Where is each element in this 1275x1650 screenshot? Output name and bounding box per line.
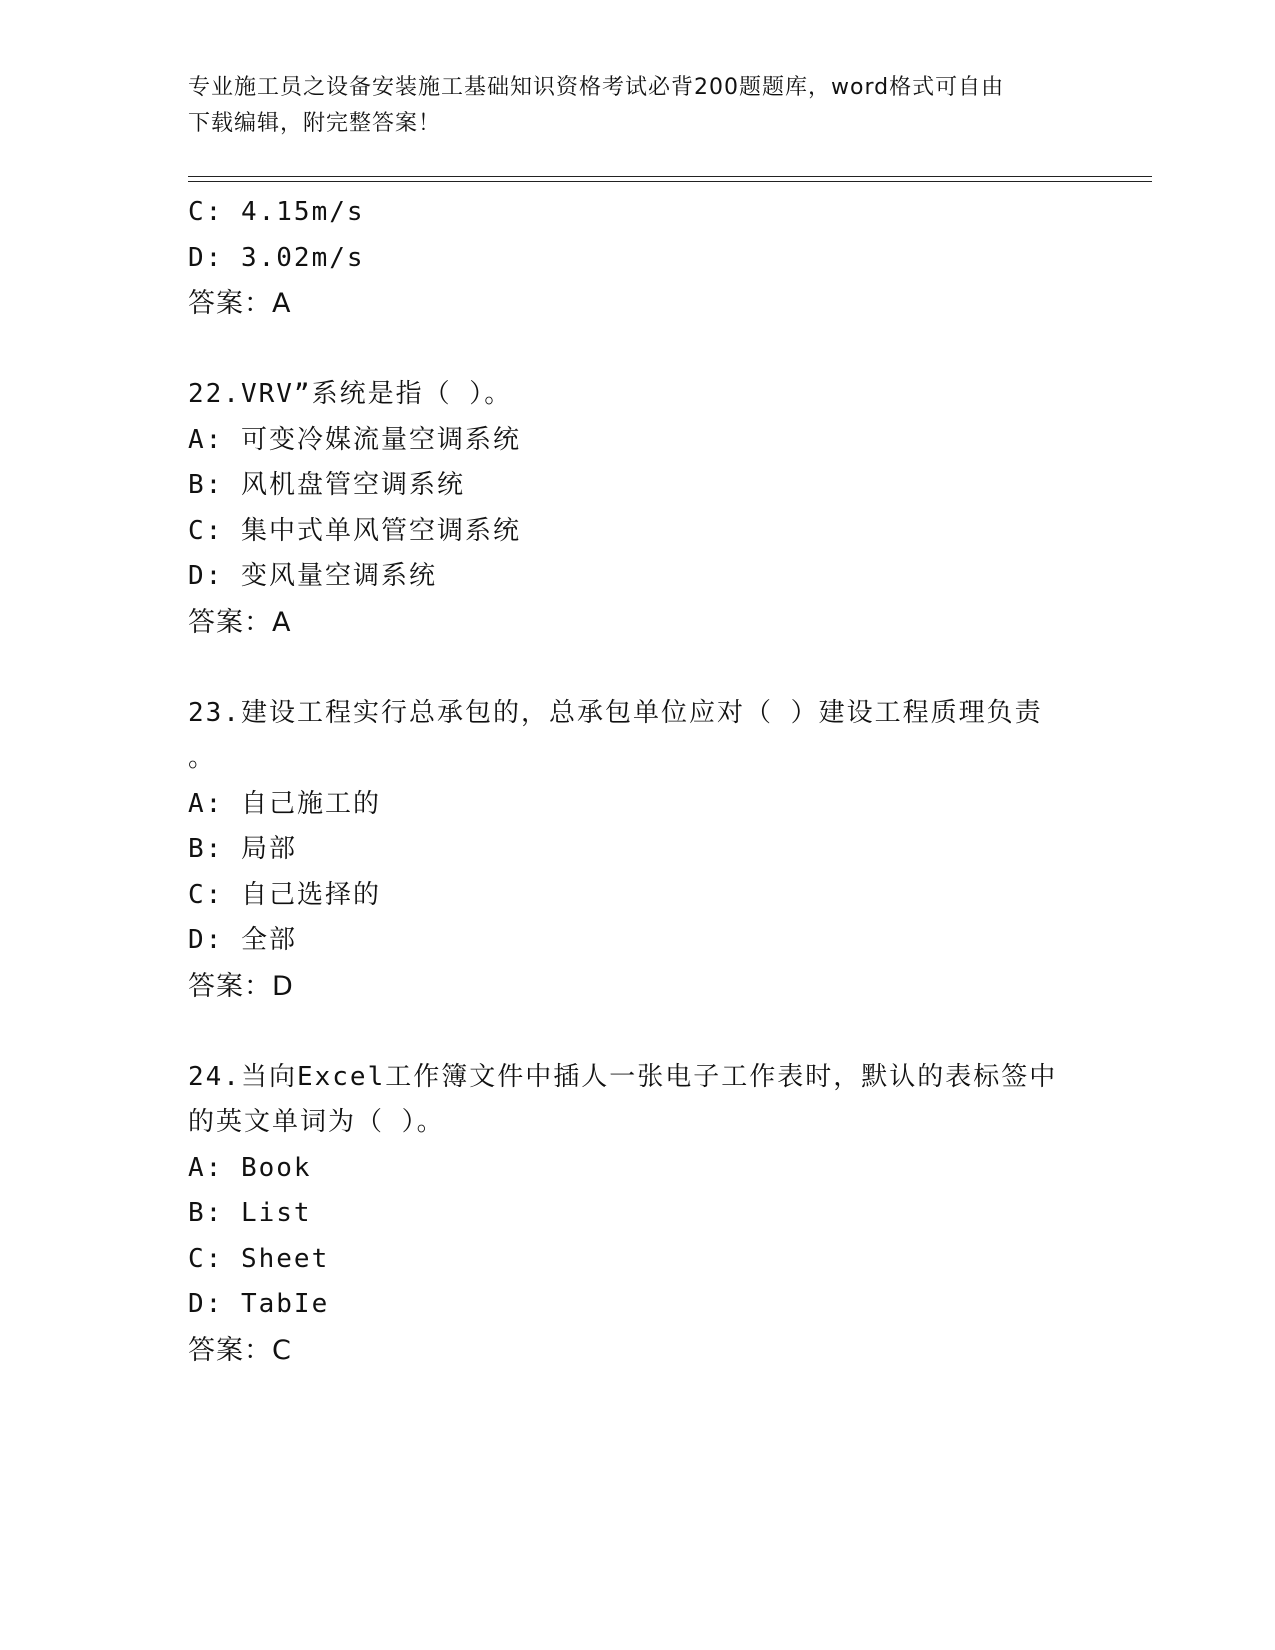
answer-line: 答案：A <box>188 606 292 638</box>
option-d: D: TabIe <box>188 1289 330 1319</box>
option-b: B: List <box>188 1198 312 1228</box>
header-title-line-1: 专业施工员之设备安装施工基础知识资格考试必背200题题库，word格式可自由 <box>188 75 1005 100</box>
question-stem: 23.建设工程实行总承包的，总承包单位应对（ ）建设工程质理负责 <box>188 697 1043 728</box>
header-divider-top <box>188 176 1152 177</box>
option-a: A: 可变冷媒流量空调系统 <box>188 424 521 455</box>
option-d: D: 3.02m/s <box>188 242 365 273</box>
option-c: C: 集中式单风管空调系统 <box>188 515 521 546</box>
option-c: C: Sheet <box>188 1243 330 1274</box>
option-d: D: 变风量空调系统 <box>188 561 437 591</box>
answer-line: 答案：C <box>188 1334 292 1366</box>
document-header <box>188 70 1088 142</box>
question-stem: 22.VRV”系统是指（ ）。 <box>188 379 513 409</box>
answer-line: 答案：A <box>188 288 292 319</box>
header-divider-bottom <box>188 181 1152 182</box>
option-d: D: 全部 <box>188 925 297 955</box>
question-stem-continued: 。 <box>188 743 217 773</box>
question-24 <box>188 1055 1088 1374</box>
question-stem: 24.当向Excel工作簿文件中插人一张电子工作表时，默认的表标签中 <box>188 1061 1058 1092</box>
header-title-line-2: 下载编辑，附完整答案！ <box>188 111 442 136</box>
answer-line: 答案：D <box>188 970 294 1002</box>
option-b: B: 风机盘管空调系统 <box>188 470 465 500</box>
question-21-continued <box>188 190 1088 327</box>
question-23 <box>188 691 1088 1010</box>
option-c: C: 自己选择的 <box>188 879 381 910</box>
option-a: A: 自己施工的 <box>188 788 381 819</box>
question-list <box>188 190 1088 1373</box>
option-c: C: 4.15m/s <box>188 197 365 227</box>
question-stem-continued: 的英文单词为（ ）。 <box>188 1107 445 1137</box>
option-a: A: Book <box>188 1152 312 1183</box>
option-b: B: 局部 <box>188 834 297 864</box>
question-22 <box>188 372 1088 645</box>
